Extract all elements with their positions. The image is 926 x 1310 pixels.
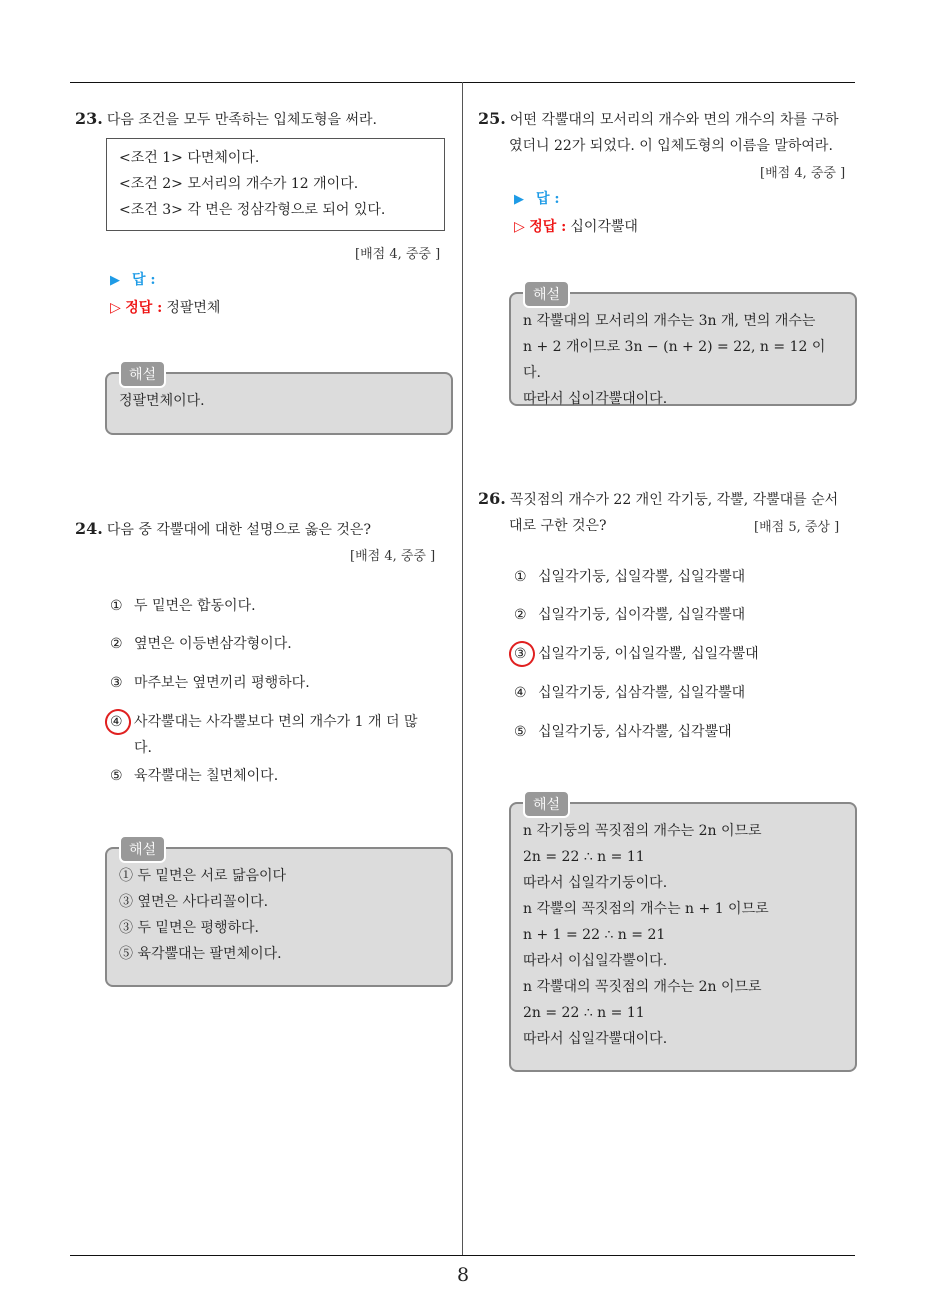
solution-line: 따라서 십이각뿔대이다. — [523, 391, 668, 407]
question-text-1: 꼭짓점의 개수가 22 개인 각기둥, 각뿔, 각뿔대를 순서 — [509, 492, 839, 508]
solution-line: n + 1 = 22 ∴ n = 21 — [523, 927, 666, 943]
option-mark: ② — [110, 636, 123, 652]
option-3[interactable] — [110, 670, 310, 696]
option-mark: ③ — [110, 675, 123, 691]
question-number: 23. — [75, 109, 103, 128]
option-4-selected[interactable] — [110, 709, 455, 761]
option-mark: ① — [110, 598, 123, 614]
condition-2: <조건 2> 모서리의 개수가 12 개이다. — [119, 176, 359, 192]
answer-row — [110, 268, 156, 293]
correct-row — [110, 296, 220, 320]
bottom-rule — [70, 1255, 855, 1256]
condition-1: <조건 1> 다면체이다. — [119, 150, 260, 166]
option-text: 십일각기둥, 십사각뿔, 십각뿔대 — [538, 724, 732, 740]
column-divider — [462, 82, 463, 1255]
score-meta: [배점 4, 중중 ] — [355, 247, 441, 262]
solution-line: 2n = 22 ∴ n = 11 — [523, 1005, 645, 1021]
question-number: 24. — [75, 519, 103, 538]
condition-3: <조건 3> 각 면은 정삼각형으로 되어 있다. — [119, 202, 386, 218]
solution-line: ① 두 밑면은 서로 닮음이다 — [119, 868, 287, 884]
option-text: 사각뿔대는 사각뿔보다 면의 개수가 1 개 더 많 — [134, 714, 418, 730]
question-text-2: 대로 구한 것은? — [509, 518, 607, 534]
option-text: 두 밑면은 합동이다. — [134, 598, 256, 614]
score-meta: [배점 4, 중중 ] — [760, 166, 846, 181]
answer-label: 답 : — [536, 191, 560, 207]
solution-line: 따라서 십일각기둥이다. — [523, 875, 668, 891]
question-text-2: 였더니 22가 되었다. 이 입체도형의 이름을 말하여라. — [509, 138, 833, 154]
correct-label: 정답 : — [529, 219, 567, 235]
correct-label: 정답 : — [125, 300, 163, 316]
correct-row — [514, 215, 638, 239]
option-5[interactable] — [514, 719, 732, 745]
option-text: 십일각기둥, 십이각뿔, 십일각뿔대 — [538, 607, 746, 623]
solution-tag: 해설 — [523, 280, 570, 308]
selected-circle-mark: ④ — [110, 709, 123, 735]
solution-line: ③ 두 밑면은 평행하다. — [119, 920, 259, 936]
solution-line: 정팔면체이다. — [119, 393, 205, 409]
answer-label: 답 : — [132, 272, 156, 288]
solution-tag: 해설 — [119, 835, 166, 863]
option-mark: ⑤ — [110, 768, 123, 784]
solution-body — [511, 294, 855, 422]
question-text-1: 어떤 각뿔대의 모서리의 개수와 면의 개수의 차를 구하 — [509, 112, 839, 128]
option-3-selected[interactable] — [514, 641, 759, 667]
solution-line: 따라서 이십일각뿔이다. — [523, 953, 668, 969]
solution-body — [107, 849, 451, 977]
score-meta: [배점 5, 중상 ] — [754, 520, 840, 535]
play-icon: ▶ — [514, 192, 524, 207]
option-mark: ① — [514, 569, 527, 585]
solution-line: ⑤ 육각뿔대는 팔면체이다. — [119, 946, 282, 962]
solution-line: 따라서 십일각뿔대이다. — [523, 1031, 668, 1047]
option-text: 육각뿔대는 칠면체이다. — [134, 768, 279, 784]
option-mark: ④ — [514, 685, 527, 701]
solution-line: n 각뿔의 꼭짓점의 개수는 n + 1 이므로 — [523, 901, 769, 917]
option-text: 십일각기둥, 십일각뿔, 십일각뿔대 — [538, 569, 746, 585]
option-text: 마주보는 옆면끼리 평행하다. — [134, 675, 310, 691]
correct-answer: 정팔면체 — [166, 300, 221, 316]
option-5[interactable] — [110, 763, 278, 789]
option-2[interactable] — [110, 631, 292, 657]
solution-line: n 각기둥의 꼭짓점의 개수는 2n 이므로 — [523, 823, 762, 839]
question-23 — [75, 106, 455, 133]
answer-row — [514, 187, 560, 212]
option-2[interactable] — [514, 602, 745, 628]
solution-box — [105, 842, 453, 987]
solution-body — [511, 804, 855, 1062]
selected-circle-mark: ③ — [514, 641, 527, 667]
play-icon: ▶ — [110, 273, 120, 288]
question-number: 26. — [478, 489, 506, 508]
solution-box — [509, 797, 857, 1072]
question-24 — [75, 516, 455, 543]
question-number: 25. — [478, 109, 506, 128]
page-number: 8 — [456, 1264, 470, 1286]
option-mark: ⑤ — [514, 724, 527, 740]
triangle-icon: ▷ — [110, 300, 121, 316]
option-4[interactable] — [514, 680, 745, 706]
option-1[interactable] — [514, 564, 745, 590]
option-text: 십일각기둥, 십삼각뿔, 십일각뿔대 — [538, 685, 746, 701]
solution-line: n 각뿔대의 모서리의 개수는 3n 개, 면의 개수는 — [523, 313, 816, 329]
solution-box — [105, 367, 453, 435]
solution-tag: 해설 — [119, 360, 166, 388]
triangle-icon: ▷ — [514, 219, 525, 235]
solution-line: n + 2 개이므로 3n − (n + 2) = 22, n = 12 이다. — [523, 339, 826, 381]
question-text: 다음 조건을 모두 만족하는 입체도형을 써라. — [106, 112, 377, 128]
option-text: 십일각기둥, 이십일각뿔, 십일각뿔대 — [538, 646, 759, 662]
conditions-box — [106, 138, 445, 231]
option-text-cont: 다. — [134, 740, 152, 756]
solution-line: ③ 옆면은 사다리꼴이다. — [119, 894, 269, 910]
score-meta: [배점 4, 중중 ] — [350, 549, 436, 564]
question-text: 다음 중 각뿔대에 대한 설명으로 옳은 것은? — [106, 522, 371, 538]
solution-line: 2n = 22 ∴ n = 11 — [523, 849, 645, 865]
option-text: 옆면은 이등변삼각형이다. — [134, 636, 292, 652]
correct-answer: 십이각뿔대 — [570, 219, 638, 235]
solution-line: n 각뿔대의 꼭짓점의 개수는 2n 이므로 — [523, 979, 762, 995]
option-1[interactable] — [110, 593, 256, 619]
solution-tag: 해설 — [523, 790, 570, 818]
option-mark: ② — [514, 607, 527, 623]
solution-box — [509, 287, 857, 407]
question-25 — [478, 106, 863, 159]
